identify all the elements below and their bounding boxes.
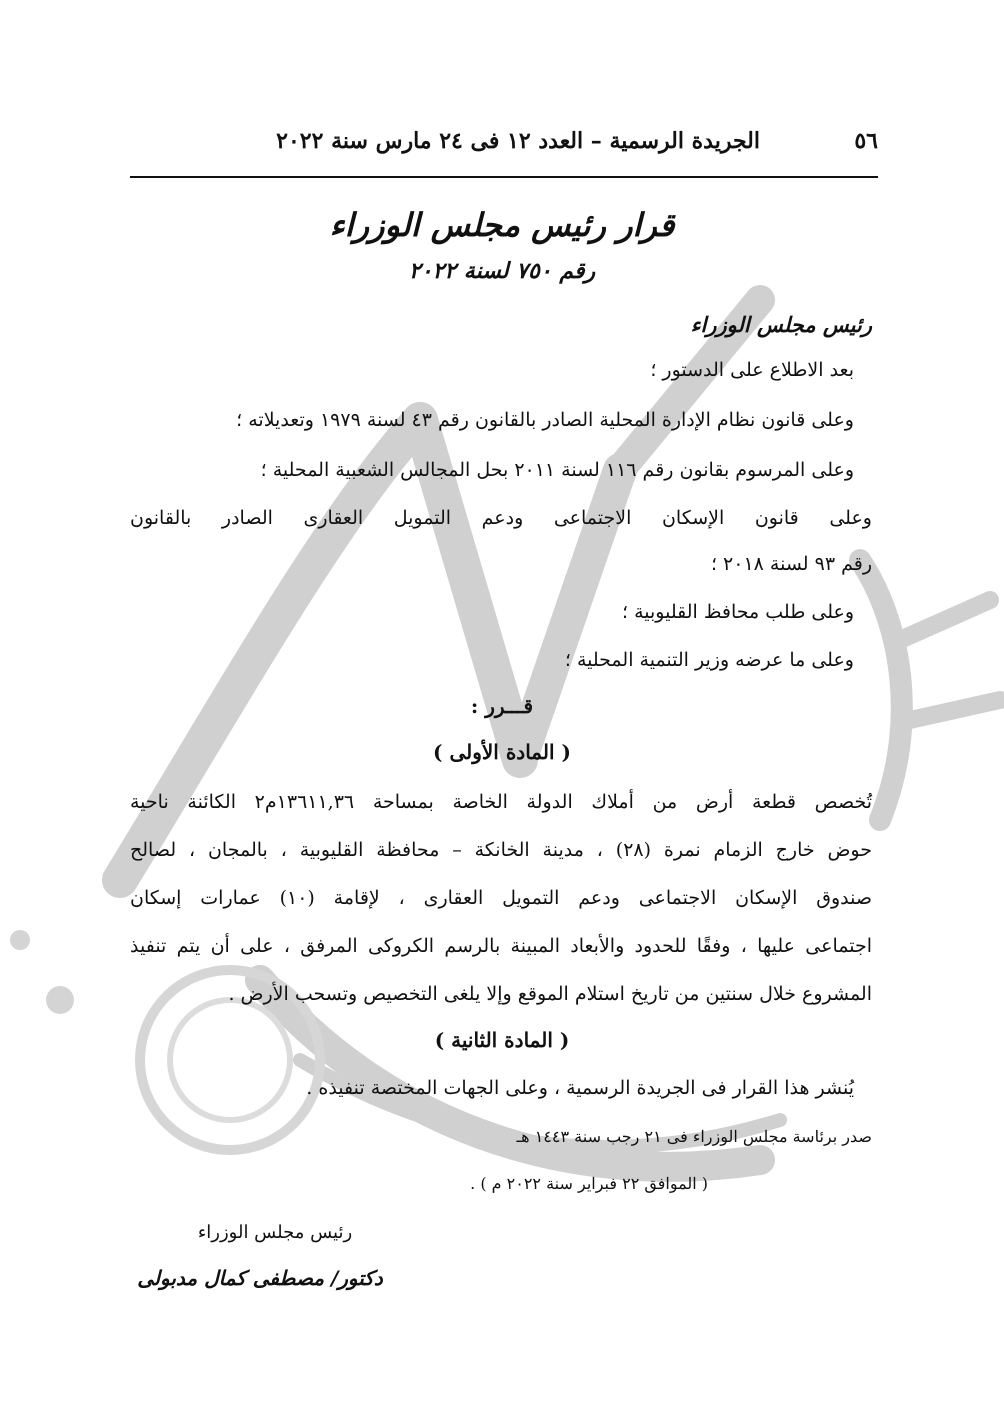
signatory-title: رئيس مجلس الوزراء (197, 1222, 353, 1243)
decided-heading: قـــرر : (470, 694, 534, 718)
article-1-heading: ( المادة الأولى ) (433, 740, 571, 764)
preamble-line: بعد الاطلاع على الدستور ؛ (650, 359, 854, 381)
preamble-line: رقم ٩٣ لسنة ٢٠١٨ ؛ (710, 553, 872, 575)
article-1-line: اجتماعى عليها ، وفقًا للحدود والأبعاد المبينة بالرسم الكروكى المرفق ، على أن يتم تنفيذ (130, 935, 872, 957)
article-1-line: حوض خارج الزمام نمرة (٢٨) ، مدينة الخانكة – محافظة القليوبية ، بالمجان ، لصالح (130, 839, 872, 861)
page-number: ٥٦ (854, 128, 878, 154)
article-2-line: يُنشر هذا القرار فى الجريدة الرسمية ، وعلى الجهات المختصة تنفيذه . (306, 1077, 854, 1099)
decree-title: قرار رئيس مجلس الوزراء (329, 206, 675, 244)
preamble-line: وعلى قانون الإسكان الاجتماعى ودعم التمويل العقارى الصادر بالقانون (130, 507, 872, 529)
article-1-line: صندوق الإسكان الاجتماعى ودعم التمويل العقارى ، لإقامة (١٠) عمارات إسكان (130, 887, 872, 909)
preamble-line: وعلى ما عرضه وزير التنمية المحلية ؛ (564, 649, 854, 671)
preamble-line: وعلى طلب محافظ القليوبية ؛ (622, 601, 854, 623)
issued-line: صدر برئاسة مجلس الوزراء فى ٢١ رجب سنة ١٤٤٣ هـ (516, 1127, 872, 1146)
article-2-heading: ( المادة الثانية ) (434, 1028, 570, 1052)
decree-number: رقم ٧٥٠ لسنة ٢٠٢٢ (408, 258, 596, 284)
gazette-header: الجريدة الرسمية – العدد ١٢ فى ٢٤ مارس سنة ٢٠٢٢ (276, 128, 760, 154)
article-1-line: تُخصص قطعة أرض من أملاك الدولة الخاصة بمساحة ١٣٦١١,٣٦م٢ الكائنة ناحية (130, 791, 872, 813)
issuer-heading: رئيس مجلس الوزراء (690, 312, 872, 337)
header-divider (130, 176, 878, 178)
signatory-name: دكتور/ مصطفى كمال مدبولى (137, 1266, 383, 1290)
date-line: ( الموافق ٢٢ فبراير سنة ٢٠٢٢ م ) . (470, 1174, 708, 1193)
article-1-line: المشروع خلال سنتين من تاريخ استلام الموقع وإلا يلغى التخصيص وتسحب الأرض . (228, 983, 872, 1005)
preamble-line: وعلى المرسوم بقانون رقم ١١٦ لسنة ٢٠١١ بحل المجالس الشعبية المحلية ؛ (260, 459, 854, 481)
preamble-line: وعلى قانون نظام الإدارة المحلية الصادر بالقانون رقم ٤٣ لسنة ١٩٧٩ وتعديلاته ؛ (236, 409, 854, 431)
